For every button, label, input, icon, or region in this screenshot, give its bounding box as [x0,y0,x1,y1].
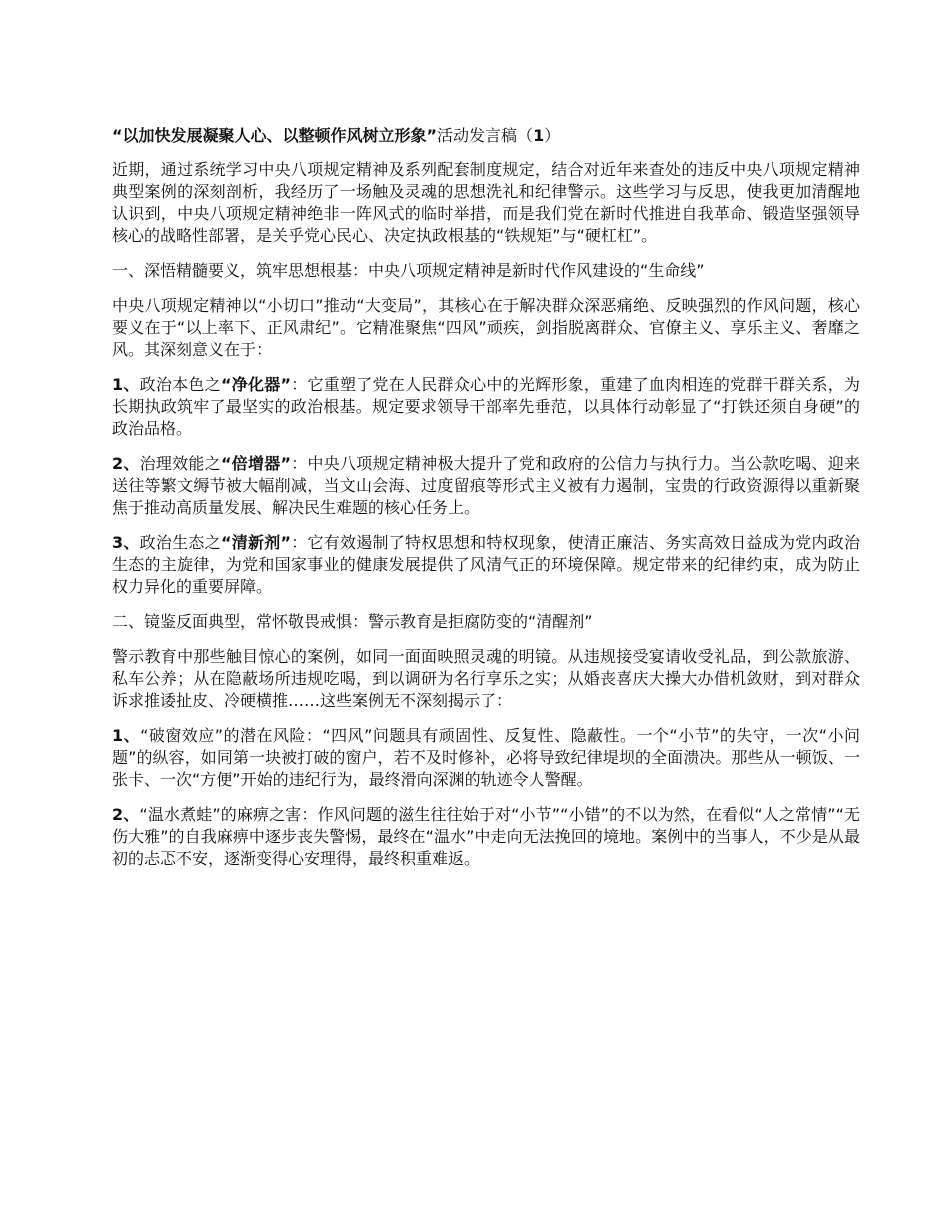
item-keyword: “倍增器” [220,454,291,473]
section-1-item-3 [112,532,860,598]
item-keyword: “净化器” [220,375,291,394]
item-number: 3、 [112,533,140,552]
title-suffix: 活动发言稿（ [437,126,534,145]
title-close: ） [544,126,561,145]
item-keyword: “清新剂” [220,533,291,552]
section-1-intro: 中央八项规定精神以“小切口”推动“大变局”，其核心在于解决群众深恶痛绝、反映强烈的作风问题，核心要义在于“以上率下、正风肃纪”。它精准聚焦“四风”顽疾，剑指脱离群众、官僚主义、享乐主义、奢靡之风。其深刻意义在于： [112,296,860,359]
section-1-heading: 一、深悟精髓要义，筑牢思想根基：中央八项规定精神是新时代作风建设的“生命线” [112,261,705,280]
item-number: 1、 [112,375,140,394]
item-number: 2、 [112,454,140,473]
section-2-intro: 警示教育中那些触目惊心的案例，如同一面面映照灵魂的明镜。从违规接受宴请收受礼品，到公款旅游、私车公养；从在隐蔽场所违规吃喝，到以调研为名行享乐之实；从婚丧喜庆大操大办借机敛财，到对群众诉求推诿扯皮、冷硬横推……这些案例无不深刻揭示了： [112,647,860,710]
item-lead: 政治生态之 [139,533,221,552]
document-page [112,124,860,883]
title-quote: “以加快发展凝聚人心、以整顿作风树立形象” [112,126,438,145]
section-2-heading: 二、镜鉴反面典型，常怀敬畏戒惧：警示教育是拒腐防变的“清醒剂” [112,612,593,631]
document-title [112,124,860,148]
item-text: ：中央八项规定精神极大提升了党和政府的公信力与执行力。当公款吃喝、迎来送往等繁文缛节被大幅削减，当文山会海、过度留痕等形式主义被有力遏制，宝贵的行政资源得以重新聚焦于推动高质量发展、解决民生难题的核心任务上。 [112,454,860,517]
section-1-item-2 [112,453,860,519]
item-text: “破窗效应”的潜在风险：“四风”问题具有顽固性、反复性、隐蔽性。一个“小节”的失守，一次“小问题”的纵容，如同第一块被打破的窗户，若不及时修补，必将导致纪律堤坝的全面溃决。那些从一顿饭、一张卡、一次“方便”开始的违纪行为，最终滑向深渊的轨迹令人警醒。 [112,726,860,789]
item-lead: 治理效能之 [139,454,221,473]
section-1-item-1 [112,374,860,440]
item-text: ：它有效遏制了特权思想和特权现象，使清正廉洁、务实高效日益成为党内政治生态的主旋律，为党和国家事业的健康发展提供了风清气正的环境保障。规定带来的纪律约束，成为防止权力异化的重要屏障。 [112,533,860,596]
item-text: “温水煮蛙”的麻痹之害：作风问题的滋生往往始于对“小节”“小错”的不以为然，在看似“人之常情”“无伤大雅”的自我麻痹中逐步丧失警惕，最终在“温水”中走向无法挽回的境地。案例中的当事人，不少是从最初的忐忑不安，逐渐变得心安理得，最终积重难返。 [112,805,860,868]
item-number: 1、 [112,726,141,745]
title-number: 1 [533,126,545,145]
intro-paragraph: 近期，通过系统学习中央八项规定精神及系列配套制度规定，结合对近年来查处的违反中央八项规定精神典型案例的深刻剖析，我经历了一场触及灵魂的思想洗礼和纪律警示。这些学习与反思，使我更加清醒地认识到，中央八项规定精神绝非一阵风式的临时举措，而是我们党在新时代推进自我革命、锻造坚强领导核心的战略性部署，是关乎党心民心、决定执政根基的“铁规矩”与“硬杠杠”。 [112,160,860,245]
item-lead: 政治本色之 [139,375,221,394]
section-2-item-1 [112,725,860,791]
section-2-item-2 [112,804,860,870]
item-text: ：它重塑了党在人民群众心中的光辉形象，重建了血肉相连的党群干群关系，为长期执政筑牢了最坚实的政治根基。规定要求领导干部率先垂范，以具体行动彰显了“打铁还须自身硬”的政治品格。 [112,375,860,438]
item-number: 2、 [112,805,140,824]
